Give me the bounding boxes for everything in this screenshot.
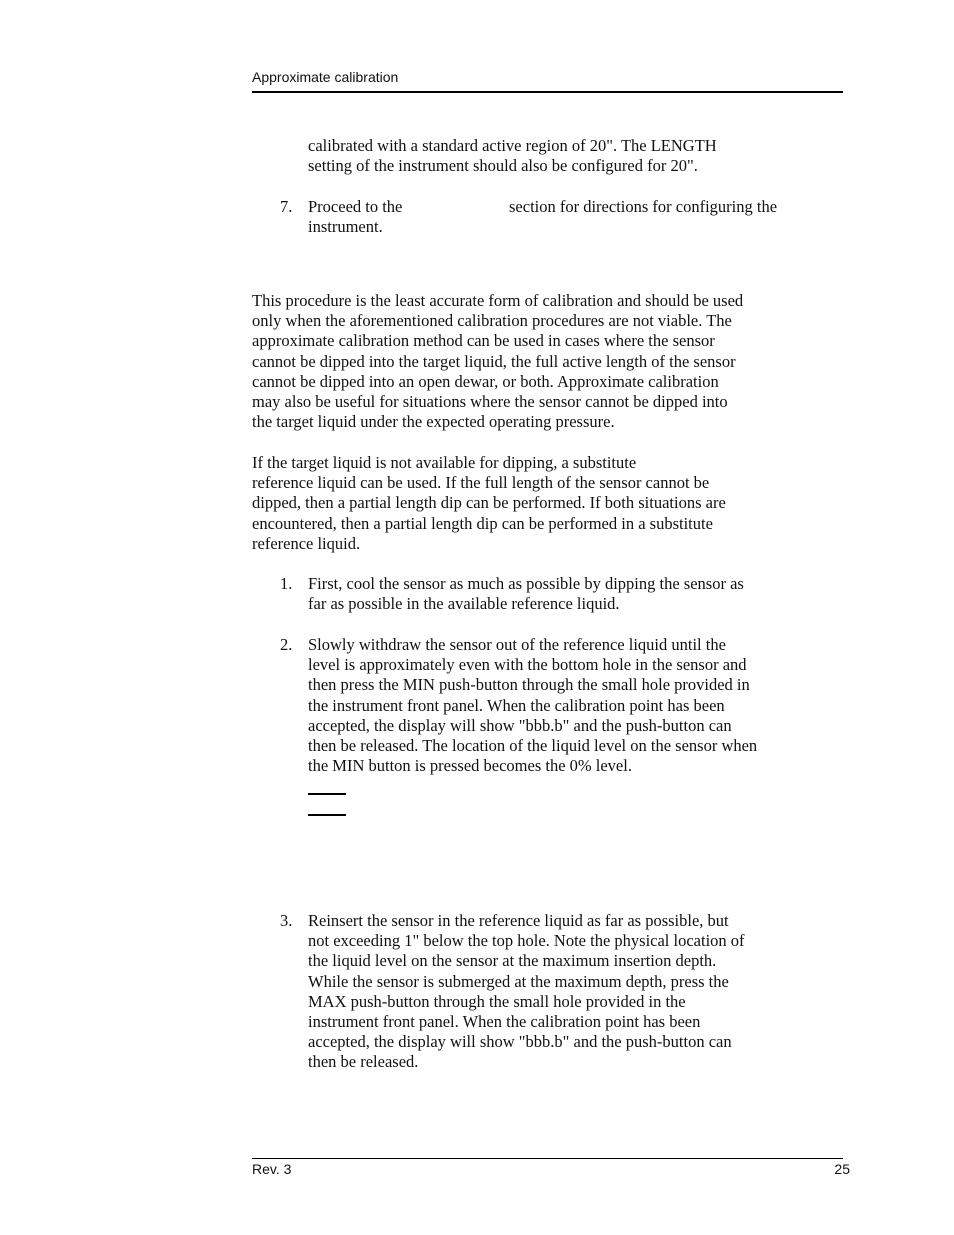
step-3-text xyxy=(308,911,745,1073)
step-7-text-end: section for directions for configuring the xyxy=(509,197,778,216)
text-line: far as possible in the available reference liquid. xyxy=(308,594,620,614)
text-line: First, cool the sensor as much as possible by dipping the sensor as xyxy=(308,574,744,593)
text-line: accepted, the display will show "bbb.b" and the push-button can xyxy=(308,1032,732,1052)
step-1-text xyxy=(308,574,744,614)
note-rule-top xyxy=(308,793,346,795)
step-2-number: 2. xyxy=(280,635,293,654)
text-line: If the target liquid is not available for dipping, a substitute xyxy=(252,453,637,472)
intro-paragraph xyxy=(252,291,743,432)
text-line: setting of the instrument should also be configured for 20". xyxy=(308,156,698,176)
continuation-paragraph xyxy=(308,136,717,176)
footer-rule xyxy=(252,1158,843,1159)
text-line: MAX push-button through the small hole provided in the xyxy=(308,991,686,1011)
text-line: then be released. xyxy=(308,1052,419,1072)
text-line: accepted, the display will show "bbb.b" and the push-button can xyxy=(308,715,732,735)
text-line: the MIN button is pressed becomes the 0% level. xyxy=(308,756,632,776)
text-line: reference liquid can be used. If the full length of the sensor cannot be xyxy=(252,473,710,493)
step-7-number: 7. xyxy=(280,197,293,216)
text-line: Slowly withdraw the sensor out of the reference liquid until the xyxy=(308,635,726,654)
text-line: may also be useful for situations where the sensor cannot be dipped into xyxy=(252,392,728,412)
text-line: only when the aforementioned calibration procedures are not viable. The xyxy=(252,311,732,331)
page-number: 25 xyxy=(834,1161,850,1177)
text-line: reference liquid. xyxy=(252,533,361,553)
step-7-text-line2: instrument. xyxy=(308,217,383,236)
text-line: cannot be dipped into the target liquid, the full active length of the sensor xyxy=(252,351,736,371)
text-line: not exceeding 1" below the top hole. Note the physical location of xyxy=(308,931,745,951)
text-line: cannot be dipped into an open dewar, or both. Approximate calibration xyxy=(252,371,719,391)
step-3-number: 3. xyxy=(280,911,293,930)
header-rule xyxy=(252,91,843,93)
text-line: encountered, then a partial length dip can be performed in a substitute xyxy=(252,513,713,533)
text-line: then be released. The location of the liquid level on the sensor when xyxy=(308,736,758,756)
text-line: the liquid level on the sensor at the maximum insertion depth. xyxy=(308,951,717,971)
text-line: the target liquid under the expected operating pressure. xyxy=(252,412,615,432)
text-line: While the sensor is submerged at the maximum depth, press the xyxy=(308,971,729,991)
text-line: calibrated with a standard active region of 20". The LENGTH xyxy=(308,136,717,155)
text-line: This procedure is the least accurate form of calibration and should be used xyxy=(252,291,744,310)
text-line: instrument front panel. When the calibration point has been xyxy=(308,1012,701,1032)
substitute-paragraph xyxy=(252,453,726,554)
note-rule-bottom xyxy=(308,814,346,816)
text-line: approximate calibration method can be used in cases where the sensor xyxy=(252,331,715,351)
step-2-text xyxy=(308,635,757,776)
step-1-number: 1. xyxy=(280,574,293,593)
text-line: dipped, then a partial length dip can be performed. If both situations are xyxy=(252,493,726,513)
text-line: Reinsert the sensor in the reference liquid as far as possible, but xyxy=(308,911,729,930)
running-header-title: Approximate calibration xyxy=(252,69,399,85)
text-line: the instrument front panel. When the calibration point has been xyxy=(308,695,725,715)
text-line: then press the MIN push-button through the small hole provided in xyxy=(308,675,750,695)
text-line: level is approximately even with the bottom hole in the sensor and xyxy=(308,655,747,675)
step-7-text-start: Proceed to the xyxy=(308,197,403,216)
footer-revision: Rev. 3 xyxy=(252,1161,292,1177)
